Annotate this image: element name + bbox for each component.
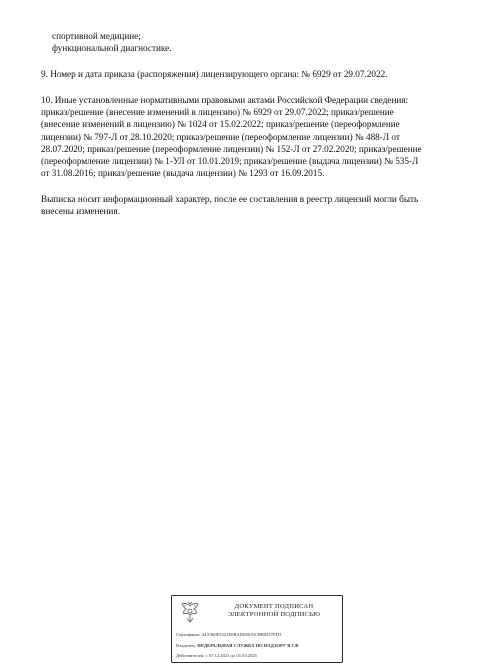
electronic-signature-stamp <box>171 595 343 663</box>
item-9-order-number <box>41 68 471 80</box>
item-10-other-info <box>41 94 471 179</box>
stamp-certificate-value: 44A369F5521E0BAD08619CBB8257ED3 <box>201 632 282 637</box>
item-10-line: 10. Иные установленные нормативными правовыми актами Российской Федерации сведения: <box>41 95 409 105</box>
informational-note <box>41 193 471 217</box>
activity-list-tail <box>41 30 471 54</box>
item-10-line: 28.07.2020; приказ/решение (переоформление лицензии) № 152-Л от 27.02.2020; приказ/решение <box>41 143 422 154</box>
stamp-title-line-2: ЭЛЕКТРОННОЙ ПОДПИСЬЮ <box>227 611 321 618</box>
item-10-line: лицензии) № 797-Л от 28.10.2020; приказ/решение (переоформление лицензии) № 488-Л от <box>41 131 400 142</box>
stamp-owner-label: Владелец: <box>176 643 196 648</box>
stamp-title-line-1: ДОКУМЕНТ ПОДПИСАН <box>234 603 314 610</box>
double-headed-eagle-emblem-icon <box>178 600 202 626</box>
stamp-owner-row <box>176 643 299 649</box>
stamp-certificate-row <box>176 632 281 638</box>
stamp-validity-label: Действителен: <box>176 653 205 658</box>
note-line: Выписка носит информационный характер, после ее составления в реестр лицензий могли быть <box>41 194 419 204</box>
stamp-validity-value: с 07.12.2023 до 01.03.2025 <box>205 653 258 658</box>
item-9-line: 9. Номер и дата приказа (распоряжения) лицензирующего органа: № 6929 от 29.07.2022. <box>41 69 388 79</box>
stamp-certificate-label: Сертификат: <box>176 632 201 637</box>
list-line-functional-diagnostics: функциональной диагностике. <box>52 43 172 54</box>
item-10-line: от 31.08.2016; приказ/решение (выдача лицензии) № 1293 от 16.09.2015. <box>41 168 325 179</box>
item-10-line: приказ/решение (внесение изменений в лицензию) № 6929 от 29.07.2022; приказ/решение <box>41 107 394 118</box>
item-10-line: (переоформление лицензии) № 1-УЛ от 10.01.2019; приказ/решение (выдача лицензии) № 535-Л <box>41 156 419 167</box>
note-line: внесены изменения. <box>41 206 120 217</box>
stamp-title <box>208 603 340 619</box>
stamp-owner-value: ФЕДЕРАЛЬНАЯ СЛУЖБА ПО НАДЗОРУ В СФ <box>197 643 299 648</box>
item-10-line: (внесение изменений в лицензию) № 1024 от 15.02.2022; приказ/решение (переоформление <box>41 119 400 130</box>
stamp-validity-row <box>176 653 257 659</box>
list-line-sports-medicine: спортивной медицине; <box>52 31 141 41</box>
